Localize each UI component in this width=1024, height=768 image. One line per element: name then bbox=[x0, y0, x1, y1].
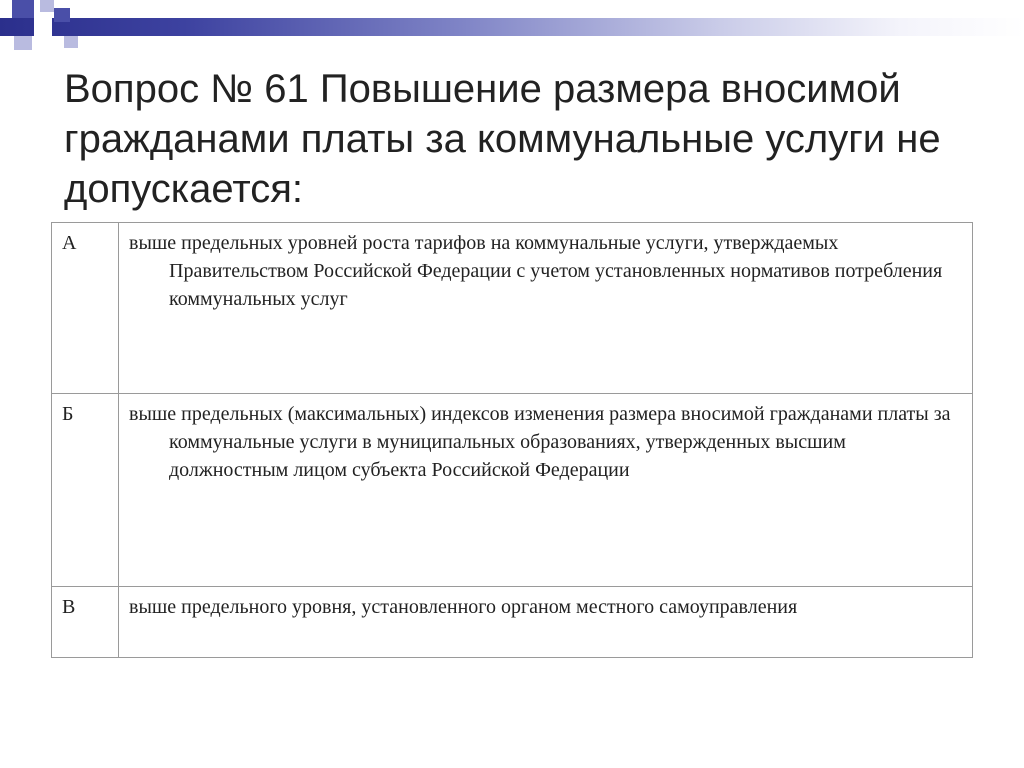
header-square bbox=[12, 0, 34, 18]
header-square bbox=[54, 8, 70, 22]
answer-text bbox=[119, 587, 973, 658]
answer-row[interactable] bbox=[52, 394, 973, 587]
answer-text-content: выше предельных уровней роста тарифов на коммунальные услуги, утверждаемых Правительством Российской Федерации с учетом установленных нормативов потребления коммунальных услуг bbox=[129, 232, 943, 310]
answer-text-content: выше предельного уровня, установленного органом местного самоуправления bbox=[129, 596, 798, 618]
slide-title: Вопрос № 61 Повышение размера вносимой гражданами платы за коммунальные услуги не допускается: bbox=[64, 67, 941, 211]
answers-table bbox=[51, 222, 973, 658]
answer-text bbox=[119, 223, 973, 394]
header-square bbox=[40, 0, 54, 12]
answer-text-content: выше предельных (максимальных) индексов изменения размера вносимой гражданами платы за коммунальные услуги в муниципальных образованиях, утвержденных высшим должностным лицом субъекта Российской Федерации bbox=[129, 403, 951, 481]
answer-row[interactable] bbox=[52, 223, 973, 394]
header-square bbox=[34, 18, 52, 36]
answer-letter: В bbox=[52, 587, 119, 658]
answer-row[interactable] bbox=[52, 587, 973, 658]
answer-text bbox=[119, 394, 973, 587]
header-gradient-bar bbox=[0, 18, 1024, 36]
header-square bbox=[64, 36, 78, 48]
answer-letter: Б bbox=[52, 394, 119, 587]
header-square bbox=[14, 36, 32, 50]
answer-letter: А bbox=[52, 223, 119, 394]
